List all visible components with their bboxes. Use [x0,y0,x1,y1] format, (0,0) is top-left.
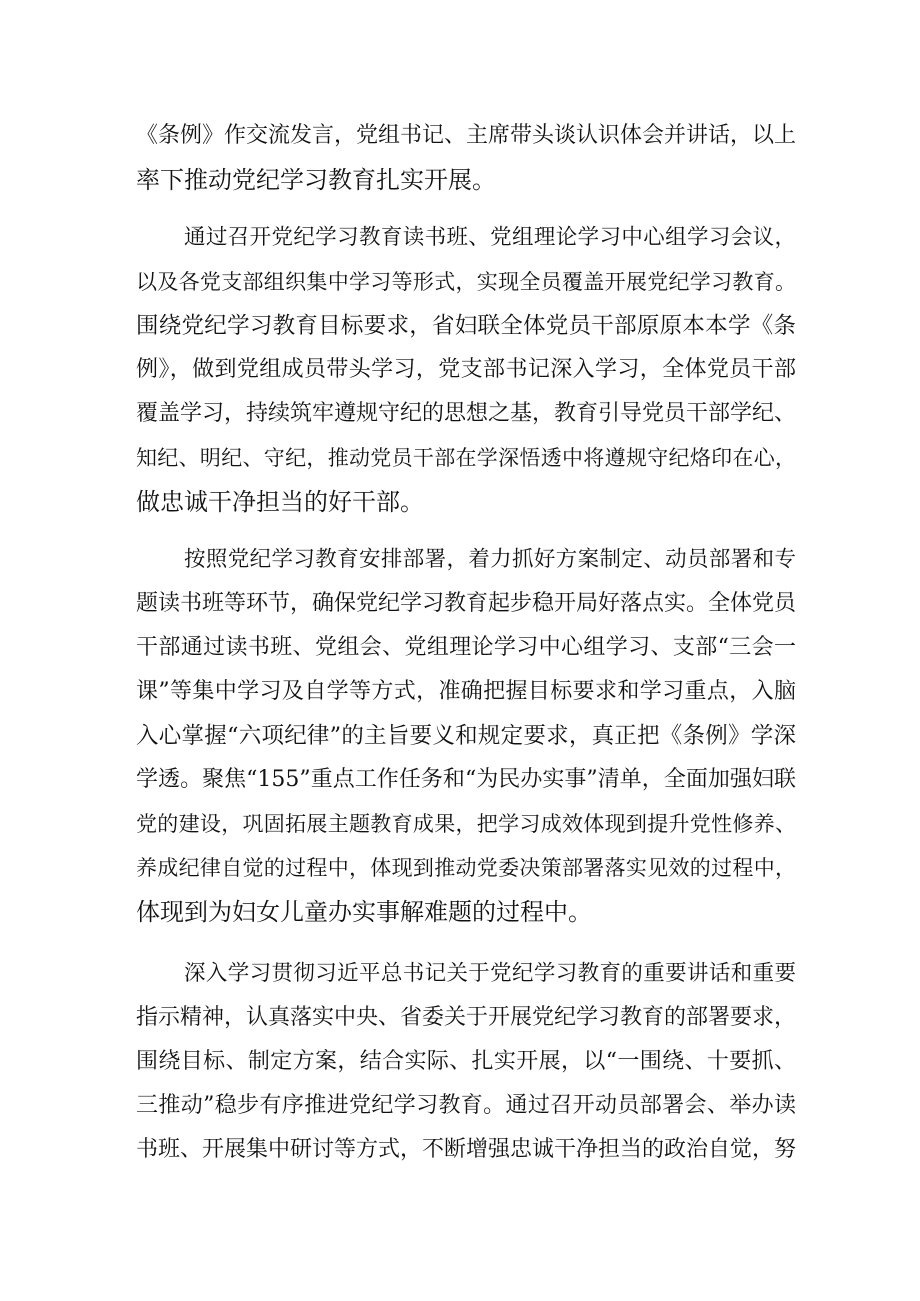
paragraph-3-line-6: 学透。聚焦“155”重点工作任务和“为民办实事”清单，全面加强妇联 [136,767,796,792]
paragraph-1-line-2: 率下推动党纪学习教育扎实开展。 [136,166,496,194]
paragraph-2-line-1: 通过召开党纪学习教育读书班、党组理论学习中心组学习会议， [184,225,796,250]
paragraph-3-line-3: 干部通过读书班、党组会、党组理论学习中心组学习、支部“三会一 [136,635,796,660]
paragraph-3-line-1: 按照党纪学习教育安排部署，着力抓好方案制定、动员部署和专 [184,547,796,572]
paragraph-4-line-4: 三推动”稳步有序推进党纪学习教育。通过召开动员部署会、举办读 [136,1093,796,1118]
paragraph-3-line-7: 党的建设，巩固拓展主题教育成果，把学习成效体现到提升党性修养、 [136,812,796,836]
paragraph-3-line-5: 入心掌握“六项纪律”的主旨要义和规定要求，真正把《条例》学深 [136,723,796,749]
paragraph-3-line-4: 课”等集中学习及自学等方式，准确把握目标要求和学习重点，入脑 [136,679,796,704]
paragraph-2-line-3: 围绕党纪学习教育目标要求，省妇联全体党员干部原原本本学《条 [136,313,796,339]
paragraph-3-line-8: 养成纪律自觉的过程中，体现到推动党委决策部署落实见效的过程中， [136,856,796,880]
paragraph-4-line-2: 指示精神，认真落实中央、省委关于开展党纪学习教育的部署要求， [136,1005,797,1030]
paragraph-2-line-7: 做忠诚干净担当的好干部。 [136,488,424,516]
paragraph-2-line-2: 以及各党支部组织集中学习等形式，实现全员覆盖开展党纪学习教育。 [136,270,796,294]
paragraph-2-line-4: 例》，做到党组成员带头学习，党支部书记深入学习，全体党员干部 [136,357,796,382]
paragraph-4-line-1: 深入学习贯彻习近平总书记关于党纪学习教育的重要讲话和重要 [184,961,796,986]
paragraph-3-line-2: 题读书班等环节，确保党纪学习教育起步稳开局好落点实。全体党员 [136,591,797,616]
paragraph-1-line-1: 《条例》作交流发言，党组书记、主席带头谈认识体会并讲话，以上 [136,123,797,148]
paragraph-3-line-9: 体现到为妇女儿童办实事解难题的过程中。 [136,898,592,926]
paragraph-2-line-5: 覆盖学习，持续筑牢遵规守纪的思想之基，教育引导党员干部学纪、 [136,401,797,426]
paragraph-2-line-6: 知纪、明纪、守纪，推动党员干部在学深悟透中将遵规守纪烙印在心， [136,446,796,470]
paragraph-4-line-5: 书班、开展集中研讨等方式，不断增强忠诚干净担当的政治自觉，努 [136,1137,797,1162]
paragraph-4-line-3: 围绕目标、制定方案，结合实际、扎实开展，以“一围绕、十要抓、 [136,1049,796,1074]
